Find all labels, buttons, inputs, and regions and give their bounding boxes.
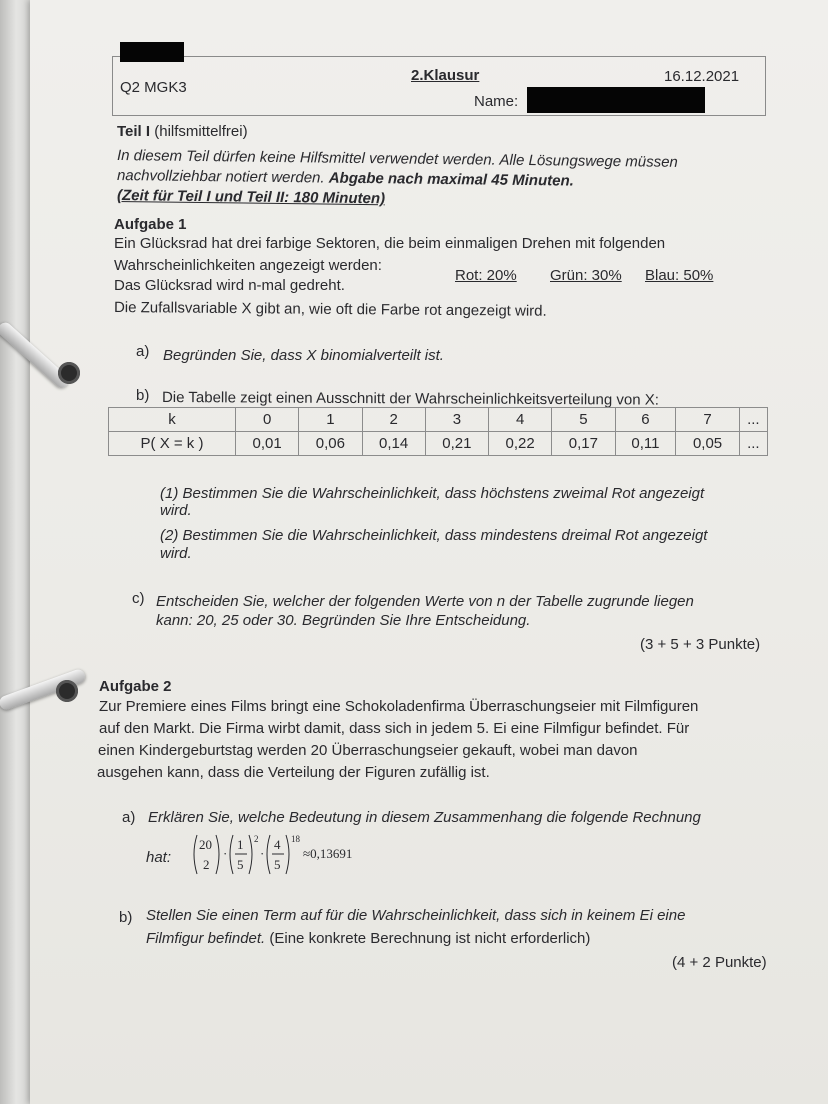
task1a-text: Begründen Sie, dass X binomialverteilt ist. <box>163 347 444 364</box>
table-row-k <box>109 408 768 432</box>
teil1-time-note: (Zeit für Teil I und Teil II: 180 Minuten) <box>116 187 386 208</box>
table-cell: 0,05 <box>676 432 739 456</box>
teil1-title: Teil I (hilfsmittelfrei) <box>117 123 248 140</box>
frac2-den: 5 <box>274 857 281 872</box>
task2b-line2: Filmfigur befindet. (Eine konkrete Berechnung ist nicht erforderlich) <box>146 930 591 947</box>
redacted-school <box>120 42 184 62</box>
aufgabe2-line2: auf den Markt. Die Firma wirbt damit, dass sich in jedem 5. Ei eine Filmfigur befindet. Für <box>99 720 690 737</box>
table-cell: 0,01 <box>236 432 299 456</box>
task1b-text: Die Tabelle zeigt einen Ausschnitt der Wahrscheinlichkeitsverteilung von X: <box>161 389 659 409</box>
aufgabe2-line1: Zur Premiere eines Films bringt eine Schokoladenfirma Überraschungseier mit Filmfiguren <box>99 698 699 715</box>
table-cell: 7 <box>676 408 739 432</box>
task1a-label: a) <box>136 343 150 360</box>
exponent-1: 2 <box>254 834 259 844</box>
prob-blue: Blau: 50% <box>645 267 714 284</box>
aufgabe2-title: Aufgabe 2 <box>99 678 172 695</box>
task2a-hat: hat: <box>146 849 172 866</box>
table-row-label: P( X = k ) <box>109 432 236 456</box>
aufgabe1-title: Aufgabe 1 <box>114 216 187 233</box>
table-cell: ... <box>739 432 767 456</box>
table-cell: 3 <box>425 408 488 432</box>
redacted-name <box>527 87 705 113</box>
table-cell: 0,14 <box>362 432 425 456</box>
aufgabe2-line3: einen Kindergeburtstag werden 20 Überraschungseier gekauft, wobei man davon <box>98 742 638 759</box>
table-cell: 6 <box>615 408 676 432</box>
table-row-p <box>109 432 768 456</box>
task2b-label: b) <box>119 909 133 926</box>
binomial-formula <box>190 832 390 880</box>
frac2-paren-left <box>267 835 270 874</box>
table-cell: 2 <box>362 408 425 432</box>
table-cell: 0 <box>236 408 299 432</box>
table-cell: 0,11 <box>615 432 676 456</box>
frac1-den: 5 <box>237 857 244 872</box>
probability-table <box>108 407 768 456</box>
table-cell: ... <box>739 408 767 432</box>
task1b-label: b) <box>136 387 150 404</box>
teil1-line1: In diesem Teil dürfen keine Hilfsmittel verwendet werden. Alle Lösungswege müssen <box>116 147 678 171</box>
formula-result: ≈0,13691 <box>303 846 353 861</box>
table-cell: 0,06 <box>299 432 362 456</box>
table-cell: 0,22 <box>489 432 552 456</box>
task1b2-line2: wird. <box>160 545 192 562</box>
teil1-line2: nachvollziehbar notiert werden. Abgabe nach maximal 45 Minuten. <box>116 167 574 190</box>
exam-title: 2.Klausur <box>411 67 480 84</box>
frac2-paren-right <box>286 835 289 874</box>
table-cell: 4 <box>489 408 552 432</box>
dot-operator: · <box>223 846 228 861</box>
aufgabe1-line1: Ein Glücksrad hat drei farbige Sektoren, die beim einmaligen Drehen mit folgenden <box>114 235 666 252</box>
table-cell: 0,21 <box>425 432 488 456</box>
task2b-line1: Stellen Sie einen Term auf für die Wahrscheinlichkeit, dass sich in keinem Ei eine <box>146 907 686 924</box>
task1c-line1: Entscheiden Sie, welcher der folgenden Werte von n der Tabelle zugrunde liegen <box>156 593 694 610</box>
frac1-paren-left <box>230 835 233 874</box>
course-label: Q2 MGK3 <box>120 79 187 96</box>
table-row-label: k <box>109 408 236 432</box>
frac1-num: 1 <box>237 837 244 852</box>
name-label: Name: <box>474 93 519 110</box>
task1c-line2: kann: 20, 25 oder 30. Begründen Sie Ihre Entscheidung. <box>156 612 531 629</box>
task1c-label: c) <box>132 590 145 607</box>
task1b1-line2: wird. <box>160 502 192 519</box>
binom-k: 2 <box>203 857 210 872</box>
dot-operator: · <box>260 846 265 861</box>
binom-paren-right <box>216 835 219 874</box>
punch-hole-bottom <box>56 680 78 702</box>
aufgabe1-line3: Das Glücksrad wird n-mal gedreht. <box>114 277 345 294</box>
aufgabe1-line2: Wahrscheinlichkeiten angezeigt werden: <box>114 257 382 274</box>
binom-n: 20 <box>199 837 212 852</box>
prob-green: Grün: 30% <box>550 267 622 284</box>
table-cell: 0,17 <box>552 432 615 456</box>
frac2-num: 4 <box>274 837 281 852</box>
exponent-2: 18 <box>291 834 300 844</box>
table-cell: 5 <box>552 408 615 432</box>
task2a-text: Erklären Sie, welche Bedeutung in diesem Zusammenhang die folgende Rechnung <box>148 809 701 826</box>
punch-hole-top <box>58 362 80 384</box>
table-cell: 1 <box>299 408 362 432</box>
frac1-paren-right <box>249 835 252 874</box>
aufgabe2-points: (4 + 2 Punkte) <box>672 954 767 971</box>
aufgabe1-points: (3 + 5 + 3 Punkte) <box>640 636 761 653</box>
task2a-label: a) <box>122 809 136 826</box>
task1b1-line1: (1) Bestimmen Sie die Wahrscheinlichkeit, dass höchstens zweimal Rot angezeigt <box>160 485 705 502</box>
binom-paren-left <box>194 835 197 874</box>
aufgabe2-line4: ausgehen kann, dass die Verteilung der Figuren zufällig ist. <box>97 764 490 781</box>
task1b2-line1: (2) Bestimmen Sie die Wahrscheinlichkeit, dass mindestens dreimal Rot angezeigt <box>160 527 708 544</box>
aufgabe1-line4: Die Zufallsvariable X gibt an, wie oft die Farbe rot angezeigt wird. <box>113 299 547 320</box>
prob-red: Rot: 20% <box>455 267 517 284</box>
exam-date: 16.12.2021 <box>664 68 740 85</box>
